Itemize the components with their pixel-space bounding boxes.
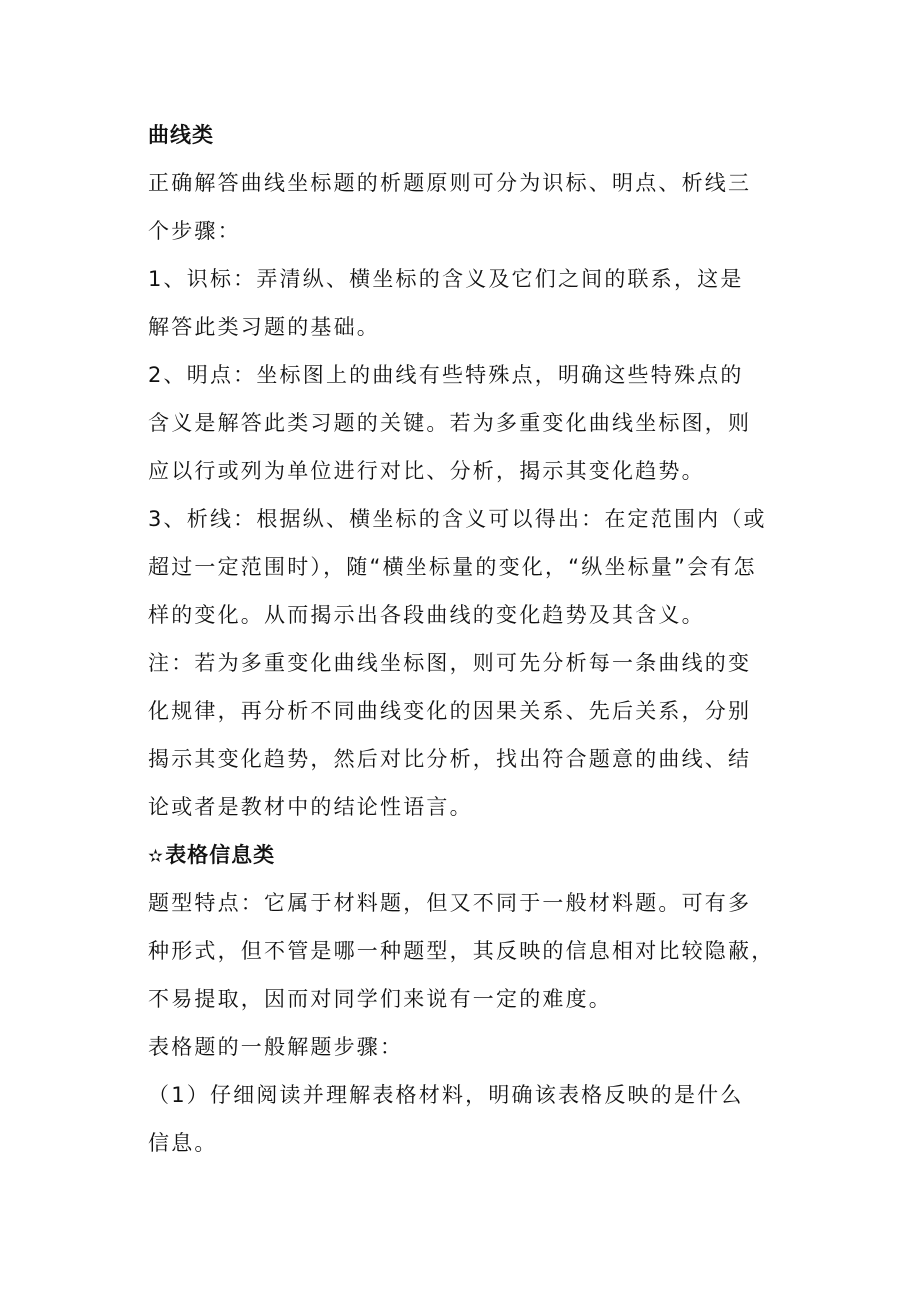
paragraph-line: 揭示其变化趋势，然后对比分析，找出符合题意的曲线、结 <box>148 747 752 771</box>
paragraph-line: 含义是解答此类习题的关键。若为多重变化曲线坐标图，则 <box>148 411 752 435</box>
document-body <box>148 111 788 1167</box>
paragraph-line: 题型特点：它属于材料题，但又不同于一般材料题。可有多 <box>148 891 752 915</box>
paragraph-line: 3、析线：根据纵、横坐标的含义可以得出：在定范围内（或 <box>148 507 767 531</box>
curve-section-heading: 曲线类 <box>148 123 214 147</box>
paragraph-line: 信息。 <box>148 1131 218 1155</box>
paragraph-line: 2、明点：坐标图上的曲线有些特殊点，明确这些特殊点的 <box>148 363 744 387</box>
paragraph-line: 种形式，但不管是哪一种题型，其反映的信息相对比较隐蔽， <box>148 939 775 963</box>
paragraph-line: 样的变化。从而揭示出各段曲线的变化趋势及其含义。 <box>148 603 705 627</box>
paragraph-line: 表格题的一般解题步骤： <box>148 1035 404 1059</box>
paragraph-line: （1）仔细阅读并理解表格材料，明确该表格反映的是什么 <box>148 1083 744 1107</box>
paragraph-line: 不易提取，因而对同学们来说有一定的难度。 <box>148 987 612 1011</box>
table-section-heading <box>148 831 788 879</box>
paragraph-line: 解答此类习题的基础。 <box>148 315 380 339</box>
paragraph-line: 注：若为多重变化曲线坐标图，则可先分析每一条曲线的变 <box>148 651 752 675</box>
paragraph-line: 1、识标：弄清纵、横坐标的含义及它们之间的联系，这是 <box>148 267 744 291</box>
paragraph-line: 论或者是教材中的结论性语言。 <box>148 795 473 819</box>
paragraph-line: 正确解答曲线坐标题的析题原则可分为识标、明点、析线三 <box>148 171 752 195</box>
star-icon: ✫ <box>148 846 165 867</box>
paragraph-line: 个步骤： <box>148 219 241 243</box>
paragraph-line: 应以行或列为单位进行对比、分析，揭示其变化趋势。 <box>148 459 705 483</box>
paragraph-line: 超过一定范围时），随“横坐标量的变化，“纵坐标量”会有怎 <box>148 555 757 579</box>
paragraph-line: 化规律，再分析不同曲线变化的因果关系、先后关系，分别 <box>148 699 752 723</box>
table-section-title: 表格信息类 <box>165 843 276 867</box>
